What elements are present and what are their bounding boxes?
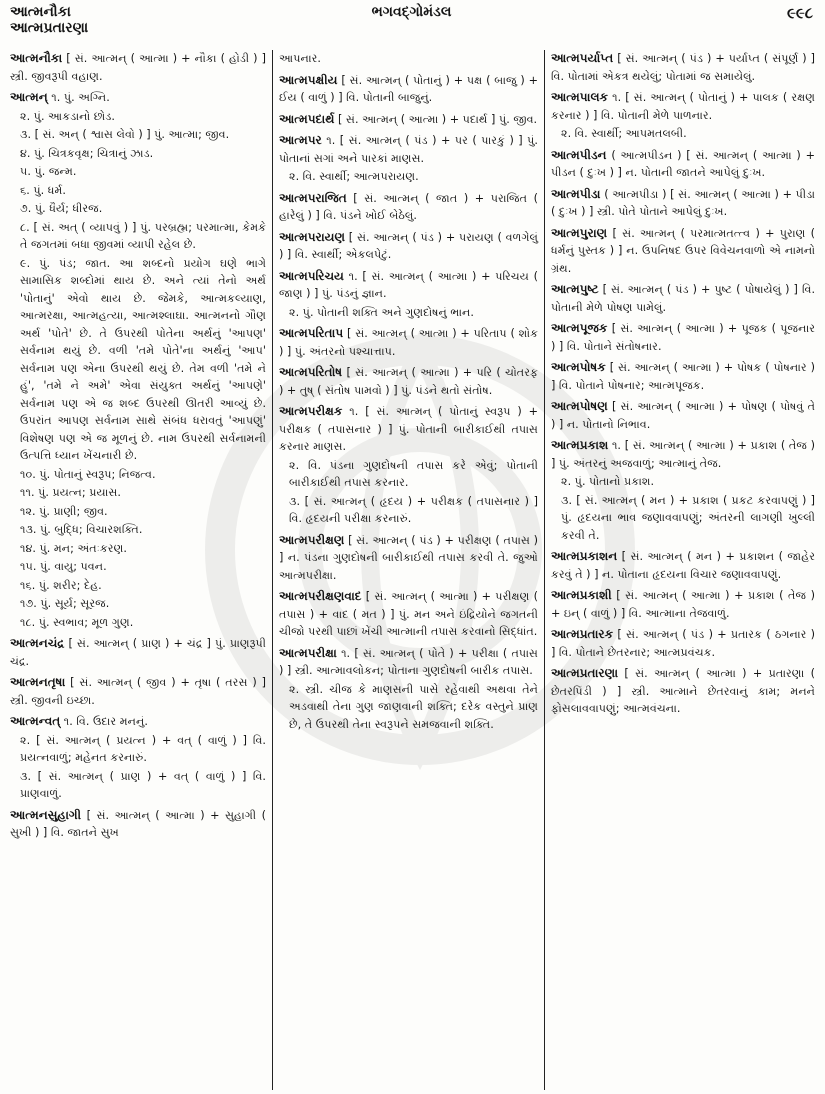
entry-sense: ૧૧. પું. પ્રયત્ન; પ્રયાસ. [20,486,121,499]
entry-definition: [ સં. આત્મન્ ( આત્મા ) + પરિતાપ ( શોક ) ] પું. અંતરનો પશ્ચાત્તાપ. [279,327,538,358]
dictionary-entry [551,398,815,433]
entry-definition: [ સં. આત્મન્ ( પંડ ) + પરાયણ ( વળગેલું ) ] વિ. સ્વાર્થી; એકલપેટું. [279,230,539,261]
dictionary-entry [279,72,538,107]
dictionary-entry [279,190,538,225]
dictionary-title: ભગવદ્ગોમંડલ [371,4,452,20]
entry-sense: ૮. [ સં. અત્ ( વ્યાપવું ) ] પું. પરબ્રહ્મ; પરમાત્મા, કેમકે તે જગતમાં બધા જીવમાં વ્યાપી રહેલ છે. [20,220,266,251]
entry-headword: આત્મપરીક્ષા [279,645,337,660]
entry-sense: ૪. પું. ચિત્રકવૃક્ષ; ચિત્રાનું ઝાડ. [20,146,154,160]
entry-sense: ૨. સ્ત્રી. ચીજ કે માણસની પાસે રહેવાથી અથવા તેને અડવાથી તેના ગુણ જાણવાની શક્તિ; દરેક વસ્તુને પ્રાણ છે, તે ઉપરથી તેના સ્વરૂપને સમજવાની શક્તિ. [289,682,538,731]
entry-headword: આત્મનસુહાગી [10,807,82,822]
dictionary-entry [10,674,266,709]
dictionary-entry [551,225,815,278]
entry-headword: આત્મપદાર્થ [279,111,335,126]
entry-sense: ૧૨. પું. પ્રાણી; જીવ. [20,504,108,518]
entry-headword: આત્મનચંદ્ર [10,636,65,650]
dictionary-entry [279,268,538,303]
entry-definition: [ સં. આત્મન્ ( આત્મા ) + નૌકા ( હોડી ) ] સ્ત્રી. જીવરૂપી વહાણ. [10,52,266,83]
entry-sense: ૧૬. પું. શરીર; દેહ. [20,578,102,592]
dictionary-entry [551,665,815,718]
dictionary-entry [279,229,538,264]
entry-definition: [ સં. આત્મન્ ( પંડ ) + પરીક્ષણ ( તપાસ ) ] ન. પંડના ગુણદોષની બારીકાઈથી તપાસ કરવી તે. જુઓ આત્મપરીક્ષા. [279,533,538,582]
entry-sense: ૧૮. પું. સ્વભાવ; મૂળ ગુણ. [20,615,134,629]
dictionary-entry [279,403,538,456]
dictionary-entry [10,713,266,731]
entry-definition: [ સં. આત્મન્ ( પંડ ) + પુષ્ટ ( પોષાયેલું ) ] વિ. પોતાની મેળે પોષણ પામેલું. [551,283,815,314]
entry-headword: આત્મપર [279,133,322,147]
entry-headword: આત્મપ્રતારણા [551,666,619,680]
dictionary-entry [279,645,538,680]
entry-headword: આત્મપુરાણ [551,225,608,240]
dictionary-entry [551,320,815,355]
entry-definition: ૧. [ સં. આત્મન્ ( પંડ ) + પર ( પારકું ) ] પું. પોતાનાં સગાં અને પારકાં માણસ. [279,134,538,165]
entry-headword: આત્મપરિતોષ [279,365,343,379]
entry-headword: આત્મપ્રકાશન [551,549,618,563]
entry-definition: ૧. વિ. ઉદાર મનનું. [63,715,148,728]
dictionary-entry [551,186,815,221]
dictionary-entry [10,807,266,842]
entry-sense: ૨. પું. આકડાનો છોડ. [20,109,115,123]
entry-sense: ૫. પું. જન્મ. [20,165,77,178]
entry-headword: આત્મન્ [10,90,48,104]
entry-definition: [ સં. આત્મન્ ( જાત ) + પરાજિત ( હારેલું ) ] વિ. પંડને ખોઈ બેઠેલું. [279,191,538,222]
dictionary-entry [279,532,538,585]
dictionary-entry [279,588,538,641]
entry-headword: આત્મપરાયણ [279,229,345,244]
entry-headword: આત્મપરિતાપ [279,326,344,340]
entry-definition: ( આત્મપીડા ) [ સં. આત્મન્ ( આત્મા ) + પીડા ( દુઃખ ) ] સ્ત્રી. પોતે પોતાને આપેલું દુઃખ. [551,187,815,218]
dictionary-entry [551,626,815,661]
entry-sense: ૩. [ સં. આત્મન્ ( હૃદય ) + પરીક્ષક ( તપાસનાર ) ] વિ. હૃદયની પરીક્ષા કરનારું. [289,494,538,525]
entry-definition: [ સં. આત્મન્ ( આત્મા ) + પોષક ( પોષનાર ) ] વિ. પોતાને પોષનાર; આત્મપૂજક. [551,361,815,392]
entry-continuation: આપનાર. [279,52,321,65]
entry-definition: [ સં. આત્મન્ ( આત્મા ) + પરિ ( ચોતરફ ) + તુષ્ ( સંતોષ પામવો ) ] પું. પંડને થતો સંતોષ. [279,366,538,397]
entry-headword: આત્મપ્રકાશી [551,588,612,602]
entry-headword: આત્મન્વત્ [10,714,61,728]
column-1 [10,50,273,1090]
entry-definition: [ સં. આત્મન્ ( પોતાનું ) + પક્ષ ( બાજુ ) + ઈય ( વાળું ) ] વિ. પોતાની બાજુનું. [279,73,538,104]
entry-sense: ૨. પું. પોતાનો પ્રકાશ. [561,475,655,488]
entry-headword: આત્મપરિચય [279,268,344,283]
entry-definition: [ સં. આત્મન્ ( આત્મા ) + સુહાગી ( સુખી ) ] વિ. જાતને સુખ [10,808,267,839]
dictionary-entry [551,281,815,316]
entry-headword: આત્મપીડા [551,186,601,201]
entry-sense: ૨. વિ. પંડના ગુણદોષની તપાસ કરે એવું; પોતાની બારીકાઈથી તપાસ કરનાર. [289,458,538,489]
page-header [10,4,813,44]
entry-sense: ૨. પું. પોતાની શક્તિ અને ગુણદોષનું ભાન. [289,305,474,319]
guide-word-first: આત્મનૌકા [10,4,71,20]
dictionary-entry [551,587,815,622]
entry-headword: આત્મપક્ષીય [279,72,338,87]
entry-sense: ૩. [ સં. અન્ ( શ્વાસ લેવો ) ] પું. આત્મા; જીવ. [20,128,230,141]
entry-headword: આત્મપીડન [551,147,607,162]
entry-definition: [ સં. આત્મન્ ( જીવ ) + તૃષા ( તરસ ) ] સ્ત્રી. જીવની ઇચ્છા. [10,676,266,707]
entry-sense: ૬. પું. ધર્મ. [20,183,66,197]
entry-headword: આત્મપરીક્ષણ [279,532,345,547]
dictionary-entry [10,89,266,107]
dictionary-entry [551,437,815,472]
entry-headword: આત્મપાલક [551,90,609,104]
entry-headword: આત્મનૌકા [10,51,63,65]
entry-definition: ૧. [ સં. આત્મન્ ( આત્મા ) + પ્રકાશ ( તેજ ) ] પું. અંતરનું અજવાળું; આત્માનું તેજ. [551,439,815,470]
entry-headword: આત્મપર્યાપ્ત [551,51,614,65]
dictionary-entry [10,50,266,85]
dictionary-entry [279,325,538,360]
entry-sense: ૧૦. પું. પોતાનું સ્વરૂપ; નિજત્વ. [20,467,156,481]
dictionary-entry [551,359,815,394]
dictionary-entry [551,50,815,85]
entry-sense: ૨. [ સં. આત્મન્ ( પ્રયત્ન ) + વત્ ( વાળું ) ] વિ. પ્રયત્નવાળું; મહેનત કરનારું. [20,733,266,764]
dictionary-entry [279,364,538,399]
entry-sense: ૧૫. પું. વાયુ; પવન. [20,560,107,573]
entry-definition: [ સં. આત્મન્ ( મન ) + પ્રકાશન ( જાહેર કરવું તે ) ] ન. પોતાના હૃદયના વિચાર જણાવવાપણું. [551,550,815,581]
dictionary-entry [279,132,538,167]
entry-headword: આત્મપુષ્ટ [551,282,599,296]
entry-definition: [ સં. આત્મન્ ( પ્રાણ ) + ચંદ્ર ] પું. પ્રાણરૂપી ચંદ્ર. [10,637,266,668]
dictionary-entry [551,548,815,583]
entry-definition: [ સં. આત્મન્ ( પંડ ) + પર્યાપ્ત ( સંપૂર્ણ ) ] વિ. પોતામાં એકત્ર થયેલું; પોતામાં જ સમાયેલું. [551,52,815,83]
entry-sense: ૭. પું. ધૈર્ય; ધીરજ. [20,202,103,215]
entry-sense: ૧૩. પું. બુદ્ધિ; વિચારશક્તિ. [20,523,143,536]
entry-sense: ૩. [ સં. આત્મન્ ( મન ) + પ્રકાશ ( પ્રકટ કરવાપણું ) ] પું. હૃદયના ભાવ જણાવવાપણું; અંતરની લાગણી ખુલ્લી કરવી તે. [561,493,815,542]
entry-headword: આત્મપરીક્ષણવાદ [279,589,362,603]
entry-definition: [ સં. આત્મન્ ( આત્મા ) + પ્રકાશ ( તેજ ) + ઇન્ ( વાળું ) ] વિ. આત્માના તેજવાળું. [551,589,815,620]
entry-sense: ૨. વિ. સ્વાર્થી; આત્મપરાયણ. [289,170,419,183]
entry-definition: [ સં. આત્મન્ ( પંડ ) + પ્રતારક ( ઠગનાર ) ] વિ. પોતાને છેતરનાર; આત્મપ્રવંચક. [551,628,815,659]
entry-definition: ૧. પું. અગ્નિ. [51,91,110,104]
entry-headword: આત્મપોષણ [551,399,608,413]
entry-definition: ( આત્મપીડન ) [ સં. આત્મન્ ( આત્મા ) + પીડન ( દુઃખ ) ] ન. પોતાની જાતને આપેલું દુઃખ. [551,148,815,179]
column-2 [273,50,545,1090]
entry-definition: [ સં. આત્મન્ ( આત્મા ) + પૂજક ( પૂજનાર ) ] વિ. પોતાને સંતોષનાર. [551,322,815,353]
entry-definition: [ સં. આત્મન્ ( આત્મા ) + પ્રતારણા ( છેતરપિંડી ) ] સ્ત્રી. આત્માને છેતરવાનું કામ; મનને ફોસલાવવાપણું; આત્મવંચના. [551,667,815,715]
entry-headword: આત્મપૂજક [551,321,608,335]
entry-headword: આત્મપોષક [551,360,606,374]
entry-sense: ૩. [ સં. આત્મન્ ( પ્રાણ ) + વત્ ( વાળું ) ] વિ. પ્રાણવાળું. [20,769,266,800]
entry-definition: [ સં. આત્મન્ ( આત્મા ) + પરીક્ષણ ( તપાસ ) + વાદ ( મત ) ] પું. મન અને ઇંદ્રિયોને જગતની ચીજો પરથી પાછાં ખેંચી આત્માની તપાસ કરવાનો સિદ્ધાંત. [279,590,538,638]
entry-headword: આત્મપ્રકાશ [551,438,609,452]
entry-headword: આત્મનતૃષા [10,675,66,689]
entry-definition: ૧. [ સં. આત્મન્ ( પોતે ) + પરીક્ષા ( તપાસ ) ] સ્ત્રી. આત્માવલોકન; પોતાના ગુણદોષની બારીક તપાસ. [279,646,538,677]
page-number: ૯૯૮ [786,4,813,22]
entry-definition: [ સં. આત્મન્ ( આત્મા ) + પોષણ ( પોષવું તે ) ] ન. પોતાનો નિભાવ. [551,400,815,431]
dictionary-entry [551,147,815,182]
entry-sense: ૧૭. પું. સૂર્ય; સૂરજ. [20,597,110,610]
entry-definition: [ સં. આત્મન્ ( આત્મા ) + પદાર્થ ] પું. જીવ. [337,112,538,126]
entry-sense: ૯. પું. પંડ; જાત. આ શબ્દનો પ્રયોગ ઘણે ભાગે સામાસિક શબ્દોમાં થાય છે. અને ત્યાં તેનો અર્થ 'પોતાનું' એવો થાય છે. જેમકે, આત્મકલ્યાણ, આત્મરક્ષા, આત્મહત્યા, આત્મશ્લાઘા. આત્મનનો ગૌણ અર્થ 'પોતે' છે. તે ઉપરથી પોતેના અર્થનું 'આપણ' સર્વનામ થયું છે. વળી 'તમે પોતે'ના અર્થનું 'આપ' સર્વનામ પણ એના ઉપરથી થયું છે. તેમ વળી 'તમે ને હું', 'તમે ને અમે' એવા સંયુક્ત અર્થનું 'આપણે' સર્વનામ પણ એ જ શબ્દ ઉપરથી ઊતરી આવ્યું છે. ઉપરાંત આપણ સર્વનામ સાથે સંબંધ ધરાવતું 'આપણું' વિશેષણ પણ એ જ મૂળનું છે. નામ ઉપરથી સર્વનામની ઉત્પત્તિ ધ્યાન ખેંચનારી છે. [20,256,266,462]
entry-definition: ૧. [ સં. આત્મન્ ( પોતાનું સ્વરૂપ ) + પરીક્ષક ( તપાસનાર ) ] પું. પોતાની બારીકાઈથી તપાસ કરનાર માણસ. [279,405,538,453]
dictionary-entry [551,89,815,124]
entry-definition: ૧. [ સં. આત્મન્ ( પોતાનું ) + પાલક ( રક્ષણ કરનાર ) ] વિ. પોતાની મેળે પાળનાર. [551,91,815,122]
column-3 [545,50,815,1090]
entry-headword: આત્મપરીક્ષક [279,404,343,418]
entry-sense: ૧૪. પું. મન; અંતઃકરણ. [20,541,127,555]
entry-headword: આત્મપ્રતારક [551,627,614,641]
dictionary-columns [10,50,815,1090]
entry-definition: [ સં. આત્મન્ ( પરમાત્મતત્ત્વ ) + પુરાણ ( ધર્મનું પુસ્તક ) ] ન. ઉપનિષદ ઉપર વિવેચનવાળો એ નામનો ગ્રંથ. [551,226,815,275]
dictionary-entry [279,111,538,129]
dictionary-entry [10,635,266,670]
guide-word-last: આત્મપ્રતારણા [10,20,89,36]
entry-definition: ૧. [ સં. આત્મન્ ( આત્મા ) + પરિચય ( જાણ ) ] પું. પંડનું જ્ઞાન. [279,269,538,300]
entry-sense: ૨. વિ. સ્વાર્થી; આપમતલબી. [561,127,687,140]
entry-headword: આત્મપરાજિત [279,190,347,205]
